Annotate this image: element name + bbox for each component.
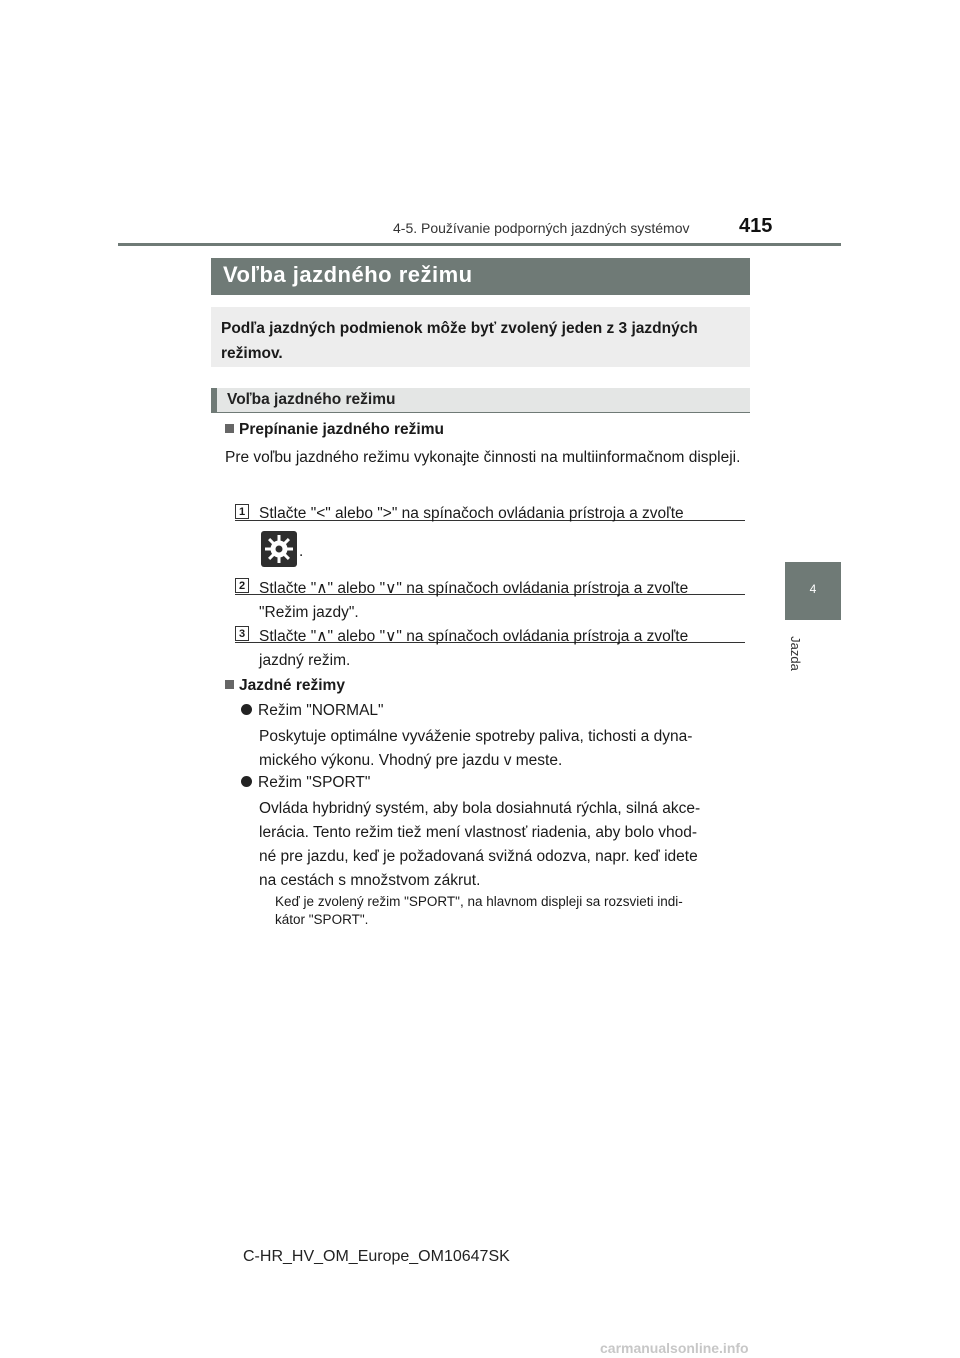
watermark: carmanualsonline.info <box>600 1340 749 1356</box>
note-line: Keď je zvolený režim "SPORT", na hlavnom displeji sa rozsvieti indi- <box>275 894 683 909</box>
mode-desc-line: Poskytuje optimálne vyváženie spotreby paliva, tichosti a dyna- <box>259 728 693 745</box>
intro-box <box>211 307 750 367</box>
chapter-label: Jazda <box>787 636 803 671</box>
subsection-title: Voľba jazdného režimu <box>227 391 396 408</box>
title-bar <box>211 258 750 295</box>
round-bullet-icon <box>241 704 252 715</box>
section-header: 4-5. Používanie podporných jazdných systémov <box>393 220 690 236</box>
modes-heading-text: Jazdné režimy <box>239 677 345 694</box>
mode-name: Režim "NORMAL" <box>258 702 384 719</box>
switching-heading-text: Prepínanie jazdného režimu <box>239 421 444 438</box>
step-text: Stlačte "∧" alebo "∨" na spínačoch ovládania prístroja a zvoľte <box>259 628 689 645</box>
step-number-box: 2 <box>235 578 249 593</box>
step-number-box: 1 <box>235 504 249 519</box>
step-number-box: 3 <box>235 626 249 641</box>
step-text-cont: jazdný režim. <box>259 652 351 669</box>
header-rule <box>118 243 841 246</box>
chapter-label-wrap <box>774 630 814 670</box>
footer-code: C-HR_HV_OM_Europe_OM10647SK <box>243 1248 510 1265</box>
gear-icon <box>261 531 297 567</box>
modes-heading <box>225 677 345 695</box>
switching-heading <box>225 421 444 439</box>
page-number: 415 <box>739 215 773 237</box>
mode-desc-line: mického výkonu. Vhodný pre jazdu v meste. <box>259 752 563 769</box>
round-bullet-icon <box>241 776 252 787</box>
mode-item <box>241 771 370 795</box>
step-text: Stlačte "<" alebo ">" na spínačoch ovládania prístroja a zvoľte <box>259 505 684 522</box>
intro-text: Podľa jazdných podmienok môže byť zvolený jeden z 3 jazdných režimov. <box>221 320 698 362</box>
subsection-bar <box>211 388 750 413</box>
square-bullet-icon <box>225 680 234 689</box>
mode-item <box>241 699 384 723</box>
chapter-number: 4 <box>809 582 817 596</box>
mode-desc-line: Ovláda hybridný systém, aby bola dosiahnutá rýchla, silná akce- <box>259 800 701 817</box>
switching-lead: Pre voľbu jazdného režimu vykonajte činnosti na multiinformačnom displeji. <box>225 449 741 466</box>
note-line: kátor "SPORT". <box>275 912 369 927</box>
mode-name: Režim "SPORT" <box>258 774 371 791</box>
mode-desc-line: na cestách s množstvom zákrut. <box>259 872 481 889</box>
chapter-tab <box>785 562 841 620</box>
mode-desc-line: lerácia. Tento režim tiež mení vlastnosť riadenia, aby bolo vhod- <box>259 824 698 841</box>
step-text: Stlačte "∧" alebo "∨" na spínačoch ovládania prístroja a zvoľte <box>259 580 689 597</box>
page-title: Voľba jazdného režimu <box>223 262 473 287</box>
step-text-cont: . <box>299 543 304 560</box>
square-bullet-icon <box>225 424 234 433</box>
mode-desc-line: né pre jazdu, keď je požadovaná svižná odozva, napr. keď idete <box>259 848 698 865</box>
step-text-cont: "Režim jazdy". <box>259 604 359 621</box>
